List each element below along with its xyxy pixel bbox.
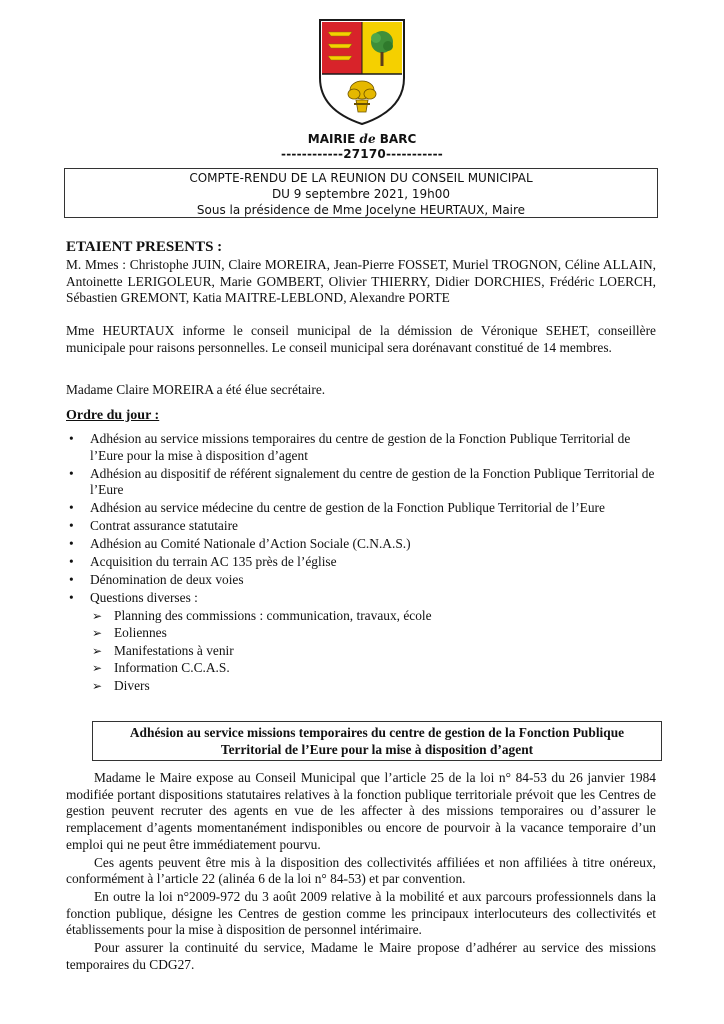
report-title: COMPTE-RENDU DE LA REUNION DU CONSEIL MUNICIPAL	[189, 171, 533, 185]
mairie-de: de	[359, 132, 376, 146]
sub-item-text: Eoliennes	[114, 625, 167, 640]
list-item	[90, 660, 660, 677]
agenda-list	[66, 431, 660, 696]
list-item	[90, 643, 660, 660]
agenda-item-text: Adhésion au service médecine du centre de gestion de la Fonction Publique Territorial de l’Eure	[90, 500, 605, 515]
paragraph: Pour assurer la continuité du service, Madame le Maire propose d’adhérer au service des missions temporaires du CDG27.	[66, 940, 656, 972]
arrow-bullet-icon: ➢	[92, 643, 103, 658]
agenda-item-text: Acquisition du terrain AC 135 près de l’église	[90, 554, 337, 569]
paragraph: Ces agents peuvent être mis à la disposition des collectivités affiliées et non affiliées à titre onéreux, conformément à l’article 22 (alinéa 6 de la loi n° 84-53) et par convention.	[66, 854, 656, 887]
list-item	[90, 608, 660, 625]
bullet-icon: •	[69, 518, 74, 533]
attendees-list: M. Mmes : Christophe JUIN, Claire MOREIRA, Jean-Pierre FOSSET, Muriel TROGNON, Céline ALLAIN, Antoinette LERIGOLEUR, Marie GOMBERT, Olivier THIERRY, Didier DORCHIES, Frédéric LOERCH, Sébastien GREMONT, Katia MAITRE-LEBLOND, Alexandre PORTE	[66, 257, 656, 305]
list-item	[66, 590, 660, 694]
sub-item-text: Divers	[114, 677, 150, 693]
bullet-icon: •	[69, 431, 74, 446]
bullet-icon: •	[69, 554, 74, 569]
list-item	[66, 500, 660, 517]
arrow-bullet-icon: ➢	[92, 678, 103, 693]
agenda-heading: Ordre du jour :	[66, 408, 160, 423]
list-item	[90, 678, 660, 695]
section-title-line-1: Adhésion au service missions temporaires du centre de gestion de la Fonction Publique	[129, 725, 625, 740]
town-hall-name	[0, 132, 724, 146]
agenda-item-text: Adhésion au dispositif de référent signalement du centre de gestion de la Fonction Publique Territorial de l’Eure	[90, 465, 655, 497]
secretary-notice: Madame Claire MOREIRA a été élue secrétaire.	[66, 382, 326, 397]
report-presidency: Sous la présidence de Mme Jocelyne HEURTAUX, Maire	[196, 203, 526, 217]
attendees-heading: ETAIENT PRESENTS :	[66, 239, 223, 255]
list-item	[90, 625, 660, 642]
resignation-notice: Mme HEURTAUX informe le conseil municipal de la démission de Véronique SEHET, conseillère municipale pour raisons personnelles. Le conseil municipal sera dorénavant constitué de 14 membres.	[66, 323, 656, 355]
paragraph: Madame le Maire expose au Conseil Municipal que l’article 25 de la loi n° 84-53 du 26 janvier 1984 modifiée portant dispositions statutaires relatives à la fonction publique territoriale prévoit que les Centres de gestion peuvent recruter des agents en vue de les affecter à des missions temporaires ou d’assurer le remplacement d’agents momentanément indisponibles ou encore de pourvoir à la vacance temporaire d’un emploi qui ne peut être immédiatement pourvu.	[66, 770, 656, 852]
agenda-item-text: Dénomination de deux voies	[90, 572, 244, 587]
section-title-box	[92, 721, 662, 761]
coat-of-arms-icon	[318, 18, 406, 126]
section-body	[66, 770, 656, 974]
bullet-icon: •	[69, 572, 74, 587]
report-header-box	[64, 168, 658, 218]
sub-item-text: Planning des commissions : communication, travaux, école	[114, 607, 432, 623]
postal-code-line: ------------27170-----------	[281, 147, 443, 161]
arrow-bullet-icon: ➢	[92, 626, 103, 640]
report-date: DU 9 septembre 2021, 19h00	[271, 187, 451, 201]
paragraph: En outre la loi n°2009-972 du 3 août 2009 relative à la mobilité et aux parcours professionnels dans la fonction publique, désigne les Centres de gestion comme les principaux interlocuteurs des collectivités et établissements pour la mise à disposition de personnel intérimaire.	[66, 888, 656, 938]
agenda-item-text: Adhésion au service missions temporaires du centre de gestion de la Fonction Publique Territorial de l’Eure pour la mise à disposition d’agent	[90, 431, 631, 463]
agenda-item-text: Contrat assurance statutaire	[90, 518, 238, 533]
arrow-bullet-icon: ➢	[92, 661, 103, 675]
bullet-icon: •	[69, 500, 74, 515]
list-item	[66, 554, 660, 571]
agenda-sublist	[90, 608, 660, 695]
agenda-item-text: Questions diverses :	[90, 590, 198, 605]
list-item	[66, 518, 660, 535]
list-item	[66, 466, 660, 499]
agenda-item-text: Adhésion au Comité Nationale d’Action Sociale (C.N.A.S.)	[90, 536, 411, 551]
town-name: BARC	[379, 132, 417, 146]
mairie-label: MAIRIE	[307, 132, 356, 146]
sub-item-text: Information C.C.A.S.	[114, 660, 230, 675]
bullet-icon: •	[69, 590, 74, 605]
bullet-icon: •	[69, 465, 74, 481]
sub-item-text: Manifestations à venir	[114, 642, 234, 658]
bullet-icon: •	[69, 536, 74, 551]
list-item	[66, 536, 660, 553]
arrow-bullet-icon: ➢	[92, 608, 103, 623]
section-title-line-2: Territorial de l’Eure pour la mise à disposition d’agent	[220, 742, 534, 757]
list-item	[66, 572, 660, 589]
list-item	[66, 431, 660, 464]
